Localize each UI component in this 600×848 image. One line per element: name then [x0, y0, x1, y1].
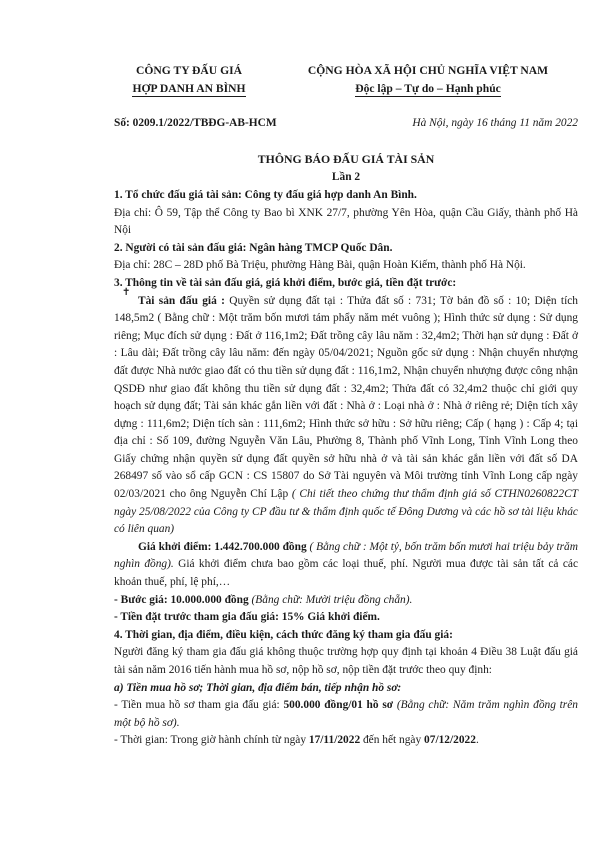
price-step-line: [114, 592, 578, 610]
sale-time-prefix: - Thời gian: Trong giờ hành chính từ ngày: [114, 734, 309, 747]
section-4-intro: Người đăng ký tham gia đấu giá không thuộc trường hợp quy định tại khoản 4 Điều 38 Luật đấu giá tài sản năm 2016 tiến hành mua hồ sơ, nộp hồ sơ, nộp tiền đặt trước theo quy định:: [114, 646, 578, 676]
start-price: Giá khởi điểm: 1.442.700.000 đồng: [138, 540, 307, 553]
motto: [278, 80, 578, 98]
sale-time-mid: đến hết ngày: [360, 734, 425, 747]
document-fee-words: (Bằng chữ: Năm trăm nghìn đồng trên một bộ hồ sơ).: [114, 699, 578, 729]
price-step-words: (Bằng chữ: Mười triệu đồng chẵn).: [248, 593, 413, 606]
document-header: [114, 62, 578, 97]
asset-description: Quyền sử dụng đất tại : Thửa đất số : 731; Tờ bản đồ số : 10; Diện tích 148,5m2 ( Bằng chữ : Một trăm bốn mươi tám phẩy năm mét vuông ); Hình thức sử dụng : Sử dụng riêng; Mục đích sử dụng : Đất ở 116,1m2; Đất trồng cây lâu năm : 32,4m2; Thời hạn sử dụng : Đất ở : Lâu dài; Đất trồng cây lâu năm: đến ngày 05/04/2021; Nguồn gốc sử dụng : Nhận chuyển nhượng đất được Nhà nước giao đất có thu tiền sử dụng đất : 116,1m2, Nhận chuyển nhượng được công nhận QSDĐ như giao đất không thu tiền sử dụng đất : 32,4m2; Thửa đất có 32,4m2 thuộc chỉ giới quy hoạch sử dụng đất; Tài sản khác gắn liền với đất : Nhà ở : Loại nhà ở : Nhà ở riêng rẻ; Diện tích xây dựng : 111,6m2; Diện tích sàn : 111,6m2; Hình thức sở hữu : Sở hữu riêng; Cấp ( hạng ) : Cấp 4; tại địa chỉ : Số 109, đường Nguyễn Văn Lâu, Phường 8, Thành phố Vĩnh Long, Tỉnh Vĩnh Long theo Giấy chứng nhận quyền sử dụng đất quyền sở hữu nhà ở và tài sản khác gắn liền với đất số DA 268497 số vào sổ cấp GCN : CS 15807 do Sở Tài nguyên và Môi trường tỉnh Vĩnh Long cấp ngày 02/03/2021 cho ông Nguyễn Chí Lập: [114, 294, 578, 501]
section-4a-heading: a) Tiền mua hồ sơ; Thời gian, địa điểm bán, tiếp nhận hồ sơ:: [114, 681, 402, 694]
asset-label: Tài sản đấu giá :: [138, 294, 225, 307]
country-name: CỘNG HÒA XÃ HỘI CHỦ NGHĨA VIỆT NAM: [307, 64, 549, 77]
asset-paragraph: [114, 293, 578, 539]
motto-underlined: Độc lập – Tự do – Hạnh phúc: [355, 81, 501, 95]
company-name-underlined: HỢP DANH AN BÌNH: [132, 81, 246, 95]
document-subtitle: Lần 2: [331, 171, 361, 184]
section-4-heading: 4. Thời gian, địa điểm, điều kiện, cách thức đăng ký tham gia đấu giá:: [114, 628, 453, 641]
start-price-paragraph: [114, 539, 578, 592]
reference-row: [114, 115, 578, 133]
sale-time-end: .: [475, 734, 479, 747]
document-fee-amount: 500.000 đồng/01 hồ sơ: [283, 699, 394, 712]
sale-time-line: [114, 732, 578, 750]
sale-time-to: 07/12/2022: [424, 734, 476, 747]
document-title: THÔNG BÁO ĐẤU GIÁ TÀI SẢN: [257, 151, 435, 166]
pen-mark-icon: ✝: [122, 287, 131, 298]
price-step: - Bước giá: 10.000.000 đồng: [114, 593, 249, 606]
company-name-line2: [114, 80, 264, 98]
deposit-line: - Tiền đặt trước tham gia đấu giá: 15% Giá khởi điểm.: [114, 611, 380, 624]
company-block: [114, 62, 264, 97]
sale-time-from: 17/11/2022: [308, 734, 361, 747]
section-1-heading: 1. Tổ chức đấu giá tài sản: Công ty đấu giá hợp danh An Bình.: [114, 188, 417, 201]
document-date: Hà Nội, ngày 16 tháng 11 năm 2022: [412, 117, 578, 130]
document-number: Số: 0209.1/2022/TBĐG-AB-HCM: [114, 117, 277, 130]
section-2-address: Địa chỉ: 28C – 28D phố Bà Triệu, phường Hàng Bài, quận Hoàn Kiếm, thành phố Hà Nội.: [114, 259, 526, 272]
start-price-note: Giá khởi điểm chưa bao gồm các loại thuế, phí. Người mua được tài sản tất cả các khoản thuế, phí, lệ phí,…: [114, 558, 579, 589]
national-motto-block: [278, 62, 578, 97]
document-fee-prefix: - Tiền mua hồ sơ tham gia đấu giá:: [114, 699, 284, 712]
company-name-line1: CÔNG TY ĐẤU GIÁ: [136, 64, 242, 77]
section-1-address: Địa chỉ: Ô 59, Tập thể Công ty Bao bì XNK 27/7, phường Yên Hòa, quận Cầu Giấy, thành phố Hà Nội: [114, 206, 578, 237]
document-fee-line: [114, 697, 578, 732]
start-price-words: ( Bằng chữ : Một tỷ, bốn trăm bốn mươi hai triệu bảy trăm nghìn đồng).: [114, 540, 578, 571]
section-2-heading: 2. Người có tài sản đấu giá: Ngân hàng TMCP Quốc Dân.: [114, 241, 393, 254]
asset-note: ( Chi tiết theo chứng thư thẩm định giá số CTHN0260822CT ngày 25/08/2022 của Công ty CP đầu tư & thẩm định quốc tế Đông Dương và các hồ sơ tài liệu khác có liên quan): [114, 488, 578, 536]
section-3-heading: 3. Thông tin về tài sản đấu giá, giá khởi điểm, bước giá, tiền đặt trước:: [114, 276, 457, 289]
